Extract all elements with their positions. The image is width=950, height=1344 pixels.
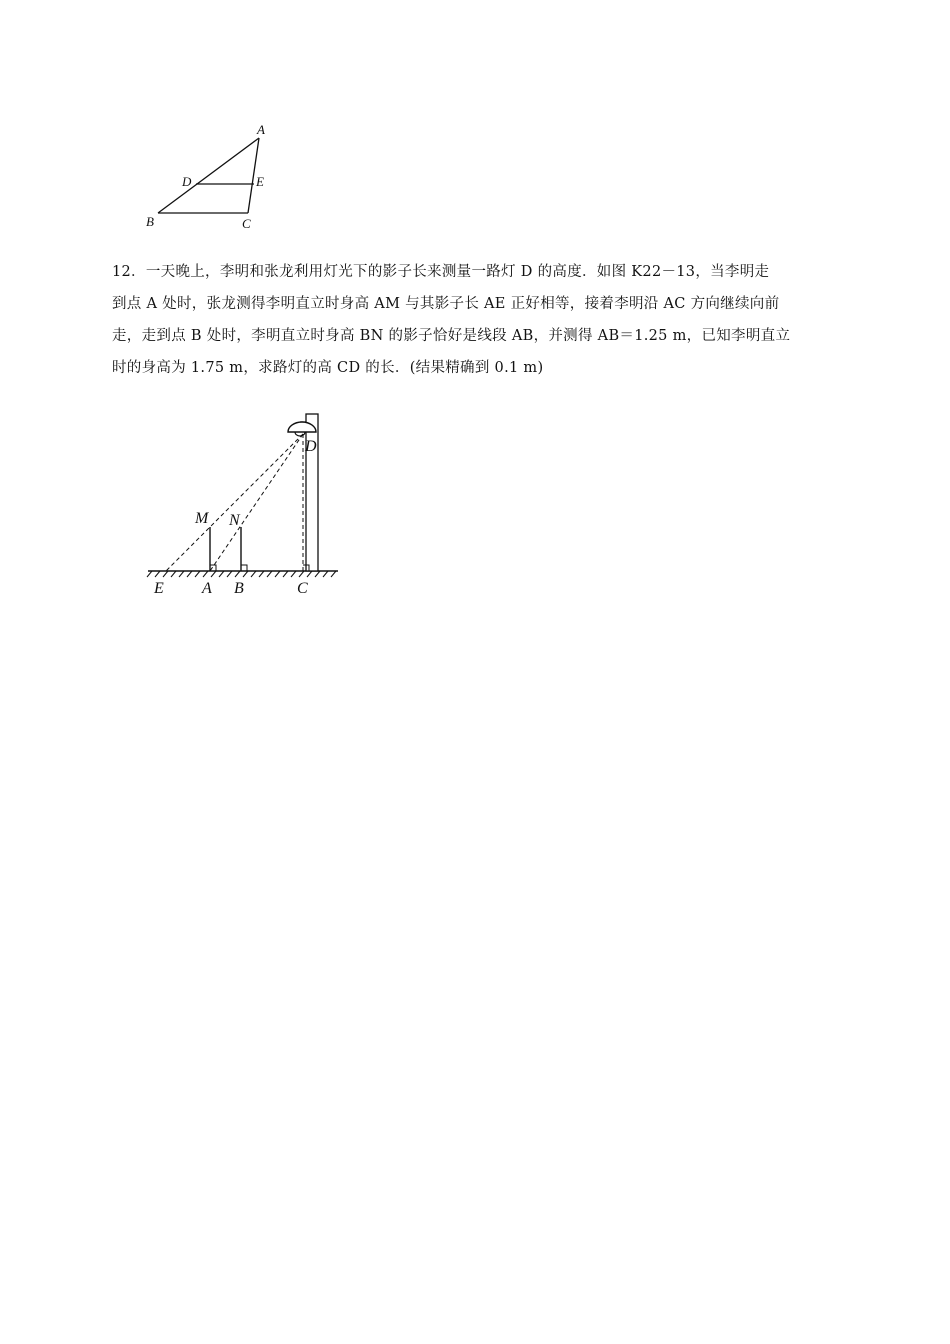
right-angle-b [241, 565, 247, 571]
label-c: C [297, 580, 308, 597]
label-c: C [242, 216, 251, 231]
label-b: B [234, 580, 244, 597]
segment-ab [158, 138, 259, 213]
triangle-figure [140, 118, 280, 236]
label-a: A [257, 122, 265, 137]
ground-hatching [147, 571, 336, 577]
ray-d-to-e [166, 434, 303, 571]
label-n: N [229, 512, 240, 529]
problem-line: 12．一天晚上，李明和张龙利用灯光下的影子长来测量一路灯 D 的高度．如图 K22－13，当李明走 [112, 264, 770, 280]
street-lamp-figure [140, 408, 350, 598]
label-a: A [202, 580, 212, 597]
label-e: E [256, 174, 264, 189]
problem-line: 时的身高为 1.75 m，求路灯的高 CD 的长．(结果精确到 0.1 m) [112, 360, 544, 376]
label-e: E [154, 580, 164, 597]
ray-d-to-a [210, 434, 303, 571]
problem-line: 到点 A 处时，张龙测得李明直立时身高 AM 与其影子长 AE 正好相等，接着李明沿 AC 方向继续向前 [112, 296, 780, 312]
problem-line: 走，走到点 B 处时，李明直立时身高 BN 的影子恰好是线段 AB，并测得 AB＝1.25 m，已知李明直立 [112, 328, 791, 344]
problem-12-text [112, 256, 842, 384]
label-b: B [146, 214, 154, 229]
label-d: D [182, 174, 192, 189]
label-d: D [305, 438, 317, 455]
label-m: M [195, 510, 209, 527]
